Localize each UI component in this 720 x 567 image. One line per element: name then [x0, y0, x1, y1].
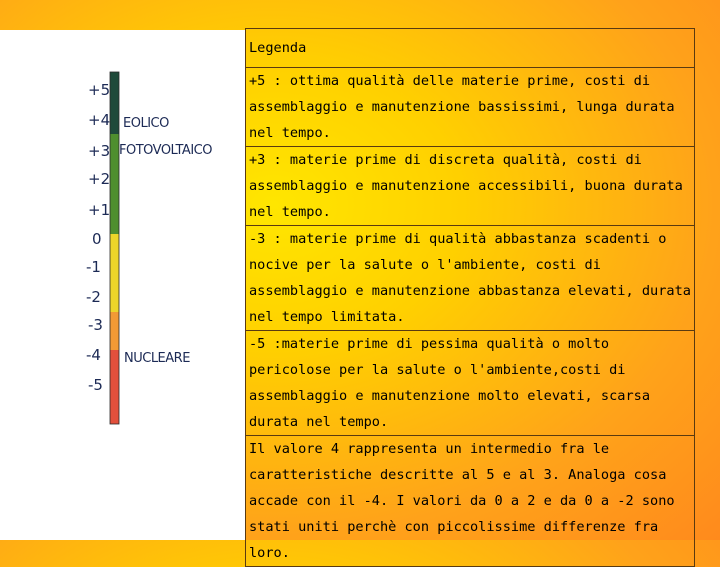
legend-row [246, 436, 695, 567]
tick-plus-4: +4 [88, 111, 111, 129]
tick-plus-3: +3 [88, 142, 111, 160]
legend-row [246, 331, 695, 436]
legend-row [246, 226, 695, 331]
legend-row [246, 147, 695, 226]
bar-segment-red [110, 350, 119, 424]
scale-panel [0, 30, 245, 540]
tick-minus-5: -5 [88, 376, 103, 394]
tick-0: 0 [92, 230, 102, 248]
label-nucleare: NUCLEARE [124, 351, 190, 366]
legend-item-minus-3: -3 : materie prime di qualità abbastanza scadenti o nocive per la salute o l'ambiente, costi di assemblaggio e manutenzione abbastanza elevati, durata nel tempo limitata. [246, 226, 695, 331]
legend-row [246, 68, 695, 147]
rating-scale-drawing [0, 30, 245, 540]
tick-plus-1: +1 [88, 201, 111, 219]
tick-minus-2: -2 [86, 288, 101, 306]
legend-item-plus-5: +5 : ottima qualità delle materie prime, costi di assemblaggio e manutenzione bassissimi, lunga durata nel tempo. [246, 68, 695, 147]
tick-minus-3: -3 [88, 316, 103, 334]
legend-title: Legenda [246, 29, 695, 68]
legend-item-plus-3: +3 : materie prime di discreta qualità, costi di assemblaggio e manutenzione accessibili, buona durata nel tempo. [246, 147, 695, 226]
legend-item-minus-5: -5 :materie prime di pessima qualità o molto pericolose per la salute o l'ambiente,costi di assemblaggio e manutenzione molto elevati, scarsa durata nel tempo. [246, 331, 695, 436]
legend-table [245, 28, 695, 567]
bar-segment-orange [110, 312, 119, 350]
tick-minus-1: -1 [86, 258, 101, 276]
legend-item-note: Il valore 4 rappresenta un intermedio fra le caratteristiche descritte al 5 e al 3. Analoga cosa accade con il -4. I valori da 0 a 2 e da 0 a -2 sono stati uniti perchè con piccolissime differenze fra loro. [246, 436, 695, 567]
bar-segment-green [110, 134, 119, 234]
label-fotovoltaico: FOTOVOLTAICO [119, 143, 212, 158]
label-eolico: EOLICO [123, 116, 169, 131]
tick-plus-5: +5 [88, 81, 111, 99]
tick-plus-2: +2 [88, 170, 111, 188]
bar-segment-dark-green [110, 72, 119, 134]
legend-title-row [246, 29, 695, 68]
bar-segment-yellow [110, 234, 119, 312]
tick-minus-4: -4 [86, 346, 101, 364]
